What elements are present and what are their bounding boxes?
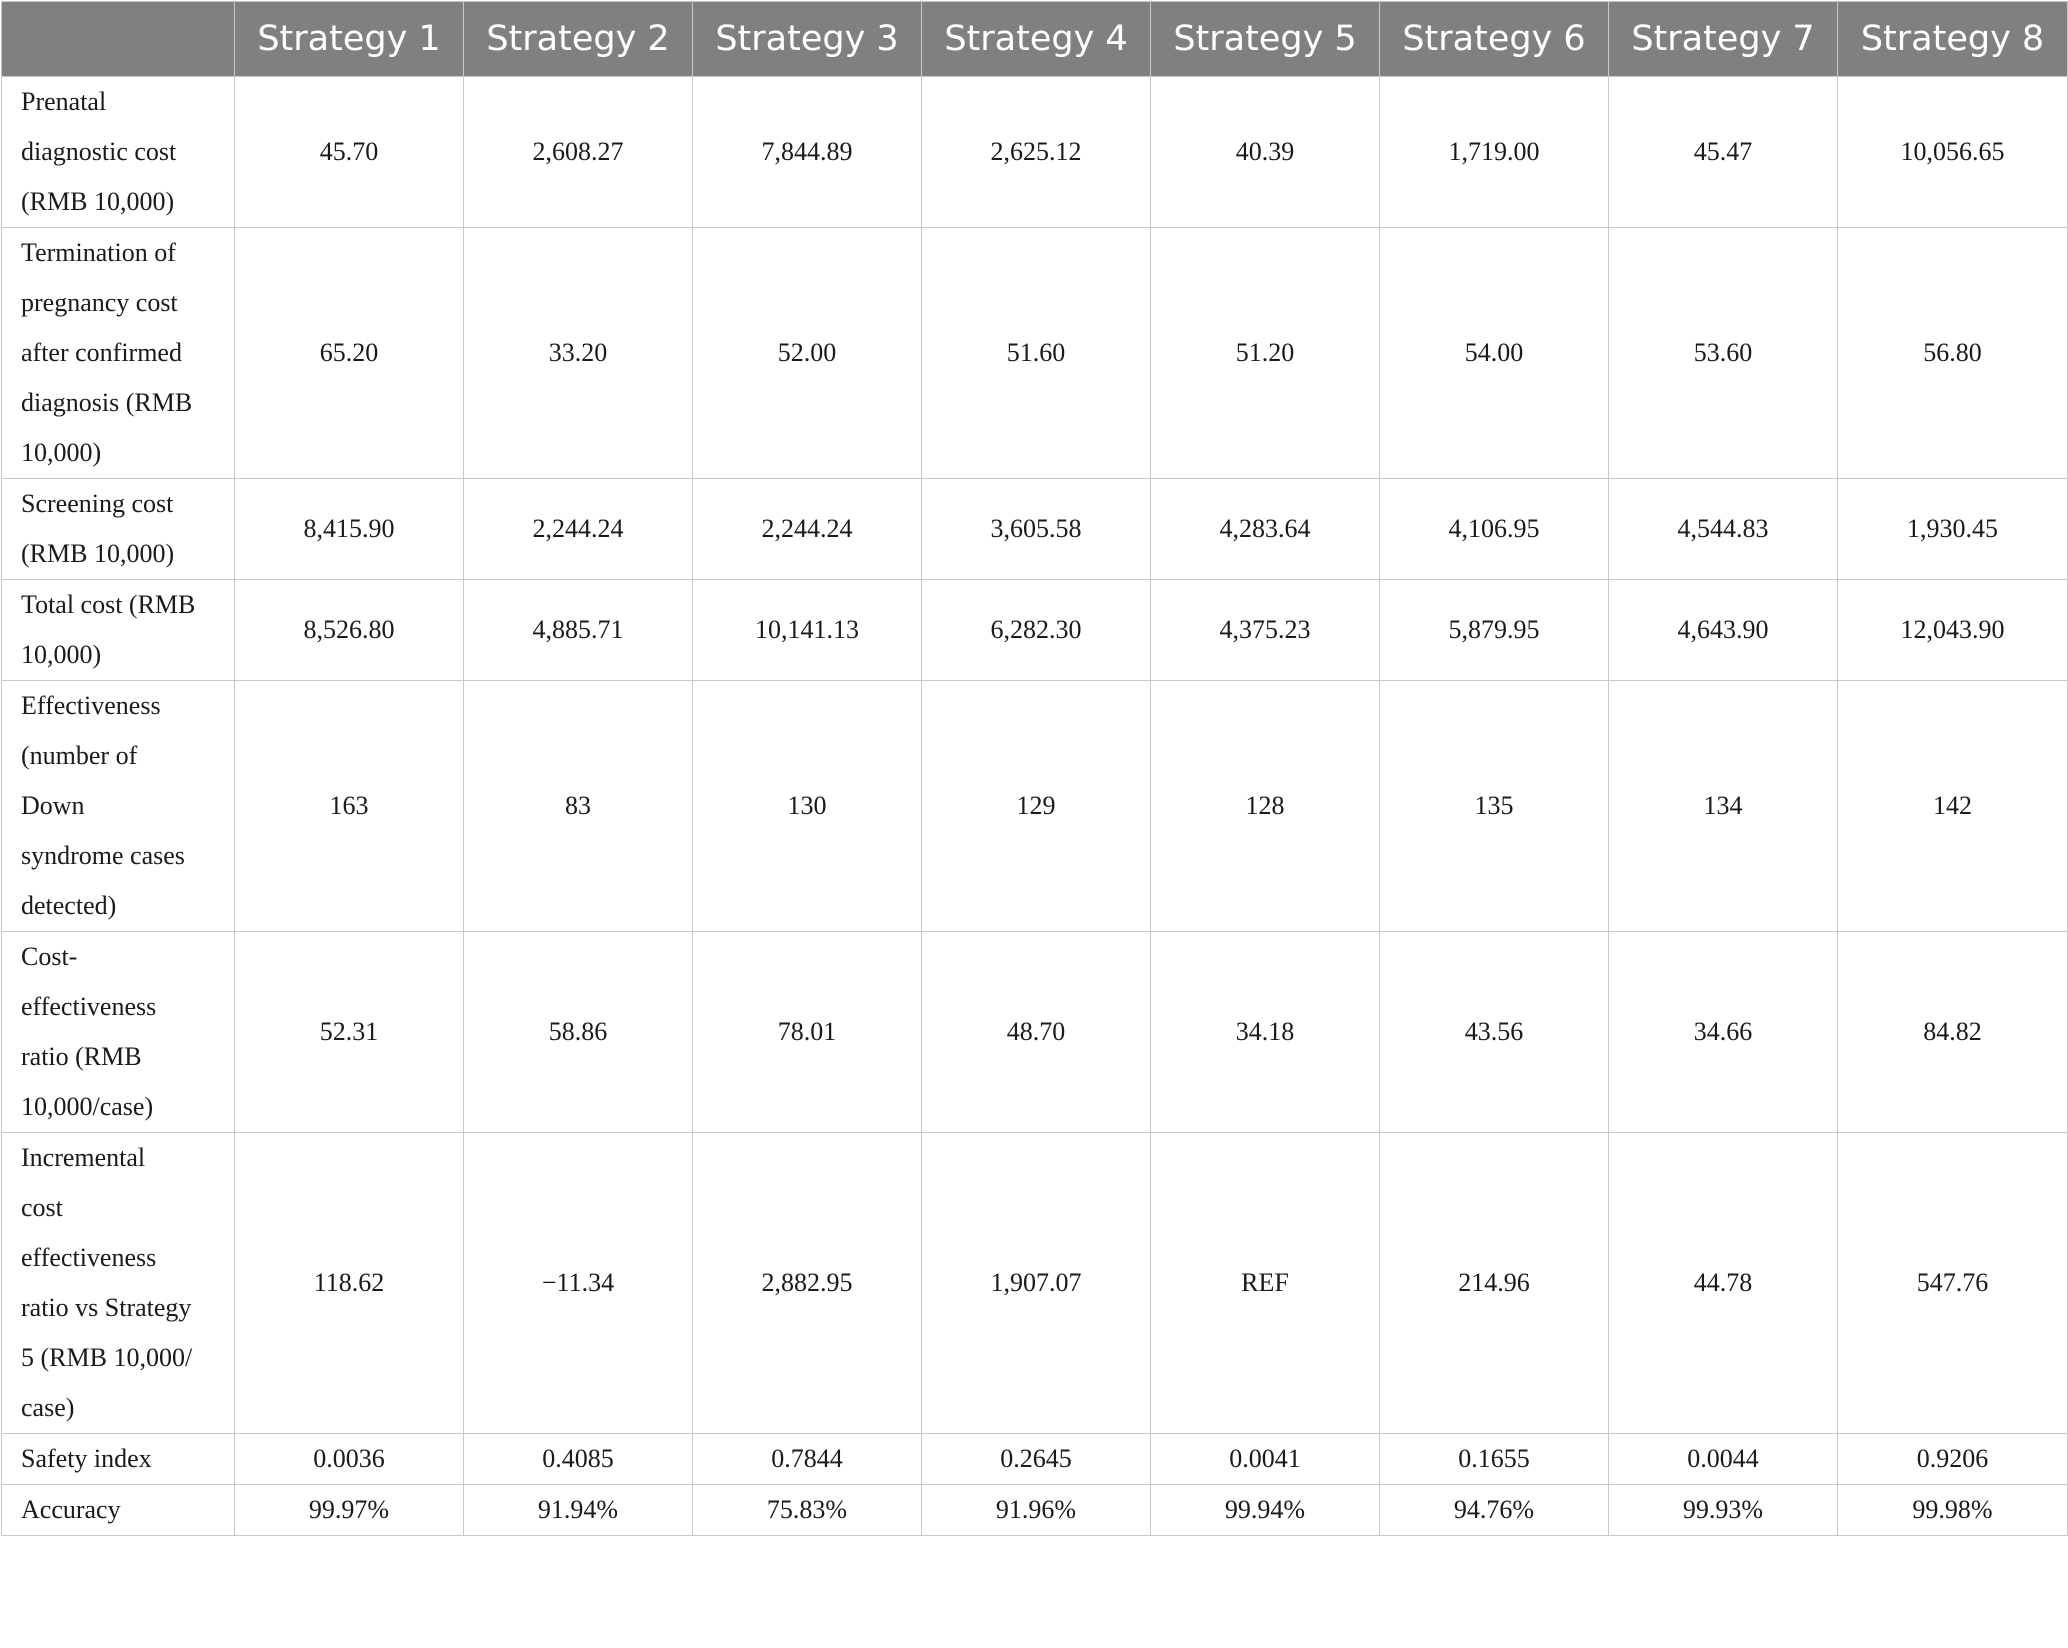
table-row xyxy=(2,1434,2068,1485)
table-cell: 4,375.23 xyxy=(1151,580,1380,681)
table-cell: 99.94% xyxy=(1151,1485,1380,1536)
table-cell: 0.9206 xyxy=(1838,1434,2068,1485)
column-header-strategy-8: Strategy 8 xyxy=(1838,2,2068,77)
table-cell: 214.96 xyxy=(1380,1133,1609,1434)
table-cell: 129 xyxy=(922,681,1151,932)
table-cell: 0.0036 xyxy=(235,1434,464,1485)
column-header-strategy-2: Strategy 2 xyxy=(464,2,693,77)
table-row xyxy=(2,479,2068,580)
table-cell: 1,907.07 xyxy=(922,1133,1151,1434)
table-cell: 51.60 xyxy=(922,228,1151,479)
table-cell: 45.47 xyxy=(1609,77,1838,228)
table-cell: 44.78 xyxy=(1609,1133,1838,1434)
row-label-line: detected) xyxy=(21,891,117,920)
row-label xyxy=(2,681,235,932)
table-cell: 56.80 xyxy=(1838,228,2068,479)
table-cell: 52.31 xyxy=(235,932,464,1133)
row-label xyxy=(2,1133,235,1434)
row-label xyxy=(2,77,235,228)
table-cell: 48.70 xyxy=(922,932,1151,1133)
table-cell: 91.94% xyxy=(464,1485,693,1536)
table-cell: 75.83% xyxy=(693,1485,922,1536)
table-row xyxy=(2,681,2068,932)
row-label-line: cost xyxy=(21,1193,63,1222)
table-cell: 10,141.13 xyxy=(693,580,922,681)
table-row xyxy=(2,77,2068,228)
table-cell: 128 xyxy=(1151,681,1380,932)
table-cell: 0.0044 xyxy=(1609,1434,1838,1485)
header-row xyxy=(2,2,2068,77)
row-label-line: diagnostic cost xyxy=(21,137,177,166)
row-label-line: Effectiveness xyxy=(21,691,161,720)
table-cell: 40.39 xyxy=(1151,77,1380,228)
table-row xyxy=(2,228,2068,479)
table-cell: 99.93% xyxy=(1609,1485,1838,1536)
table-cell: 135 xyxy=(1380,681,1609,932)
table-cell: 0.4085 xyxy=(464,1434,693,1485)
row-label-line: 10,000/case) xyxy=(21,1092,154,1121)
table-cell: −11.34 xyxy=(464,1133,693,1434)
table-cell: 43.56 xyxy=(1380,932,1609,1133)
table-cell: 84.82 xyxy=(1838,932,2068,1133)
column-header-strategy-4: Strategy 4 xyxy=(922,2,1151,77)
table-cell: 134 xyxy=(1609,681,1838,932)
column-header-strategy-6: Strategy 6 xyxy=(1380,2,1609,77)
table-cell: 4,643.90 xyxy=(1609,580,1838,681)
row-label-line: 10,000) xyxy=(21,438,102,467)
table-row xyxy=(2,1133,2068,1434)
row-label xyxy=(2,580,235,681)
table-cell: 142 xyxy=(1838,681,2068,932)
row-label-line: ratio (RMB xyxy=(21,1042,142,1071)
row-label-line: Safety index xyxy=(21,1444,152,1473)
row-label-line: syndrome cases xyxy=(21,841,185,870)
table-cell: 130 xyxy=(693,681,922,932)
table-cell: 547.76 xyxy=(1838,1133,2068,1434)
cost-effectiveness-table xyxy=(1,1,2068,1536)
table-cell: 0.2645 xyxy=(922,1434,1151,1485)
table-cell: 4,885.71 xyxy=(464,580,693,681)
row-label-line: after confirmed xyxy=(21,338,182,367)
row-label xyxy=(2,1485,235,1536)
table-cell: 78.01 xyxy=(693,932,922,1133)
column-header-strategy-3: Strategy 3 xyxy=(693,2,922,77)
table-cell: 45.70 xyxy=(235,77,464,228)
table-cell: 8,415.90 xyxy=(235,479,464,580)
table-cell: 65.20 xyxy=(235,228,464,479)
row-label-line: Accuracy xyxy=(21,1495,121,1524)
table-cell: 0.7844 xyxy=(693,1434,922,1485)
table-cell: 163 xyxy=(235,681,464,932)
row-label-line: pregnancy cost xyxy=(21,288,178,317)
table-cell: 8,526.80 xyxy=(235,580,464,681)
row-label-line: effectiveness xyxy=(21,1243,157,1272)
table-cell: 0.0041 xyxy=(1151,1434,1380,1485)
row-label-line: Down xyxy=(21,791,85,820)
header-corner-cell xyxy=(2,2,235,77)
table-cell: 1,930.45 xyxy=(1838,479,2068,580)
row-label-line: Screening cost xyxy=(21,489,174,518)
row-label-line: ratio vs Strategy xyxy=(21,1293,192,1322)
table-cell: 6,282.30 xyxy=(922,580,1151,681)
table-row xyxy=(2,1485,2068,1536)
table-cell: 0.1655 xyxy=(1380,1434,1609,1485)
table-cell: 12,043.90 xyxy=(1838,580,2068,681)
row-label-line: Termination of xyxy=(21,238,176,267)
table-cell: 2,882.95 xyxy=(693,1133,922,1434)
row-label-line: (number of xyxy=(21,741,138,770)
row-label-line: Incremental xyxy=(21,1143,146,1172)
table-cell: 99.98% xyxy=(1838,1485,2068,1536)
table-body xyxy=(2,77,2068,1536)
table-cell: 52.00 xyxy=(693,228,922,479)
table-cell: 2,625.12 xyxy=(922,77,1151,228)
table-cell: 53.60 xyxy=(1609,228,1838,479)
row-label xyxy=(2,479,235,580)
table-cell: 33.20 xyxy=(464,228,693,479)
row-label xyxy=(2,1434,235,1485)
table-cell: 2,608.27 xyxy=(464,77,693,228)
table-cell: 99.97% xyxy=(235,1485,464,1536)
table-cell: 58.86 xyxy=(464,932,693,1133)
table-cell: 2,244.24 xyxy=(693,479,922,580)
row-label-line: effectiveness xyxy=(21,992,157,1021)
row-label-line: 5 (RMB 10,000/ xyxy=(21,1343,193,1372)
table-cell: 4,544.83 xyxy=(1609,479,1838,580)
row-label-line: case) xyxy=(21,1393,75,1422)
table-cell: 91.96% xyxy=(922,1485,1151,1536)
table-row xyxy=(2,932,2068,1133)
column-header-strategy-5: Strategy 5 xyxy=(1151,2,1380,77)
row-label xyxy=(2,932,235,1133)
row-label-line: diagnosis (RMB xyxy=(21,388,193,417)
row-label-line: Prenatal xyxy=(21,87,107,116)
row-label-line: 10,000) xyxy=(21,640,102,669)
table-cell: 10,056.65 xyxy=(1838,77,2068,228)
column-header-strategy-1: Strategy 1 xyxy=(235,2,464,77)
table-cell: 2,244.24 xyxy=(464,479,693,580)
table-cell: 118.62 xyxy=(235,1133,464,1434)
table-cell: 4,106.95 xyxy=(1380,479,1609,580)
table-cell: 51.20 xyxy=(1151,228,1380,479)
table-cell: 34.66 xyxy=(1609,932,1838,1133)
table-cell: 4,283.64 xyxy=(1151,479,1380,580)
row-label xyxy=(2,228,235,479)
table-cell: 1,719.00 xyxy=(1380,77,1609,228)
table-cell: 34.18 xyxy=(1151,932,1380,1133)
table-cell: 7,844.89 xyxy=(693,77,922,228)
row-label-line: Cost- xyxy=(21,942,78,971)
table-cell: 94.76% xyxy=(1380,1485,1609,1536)
table-row xyxy=(2,580,2068,681)
row-label-line: (RMB 10,000) xyxy=(21,187,175,216)
table-cell: 3,605.58 xyxy=(922,479,1151,580)
row-label-line: Total cost (RMB xyxy=(21,590,196,619)
row-label-line: (RMB 10,000) xyxy=(21,539,175,568)
column-header-strategy-7: Strategy 7 xyxy=(1609,2,1838,77)
table-cell: 83 xyxy=(464,681,693,932)
table-cell: 5,879.95 xyxy=(1380,580,1609,681)
table-cell: REF xyxy=(1151,1133,1380,1434)
table-cell: 54.00 xyxy=(1380,228,1609,479)
